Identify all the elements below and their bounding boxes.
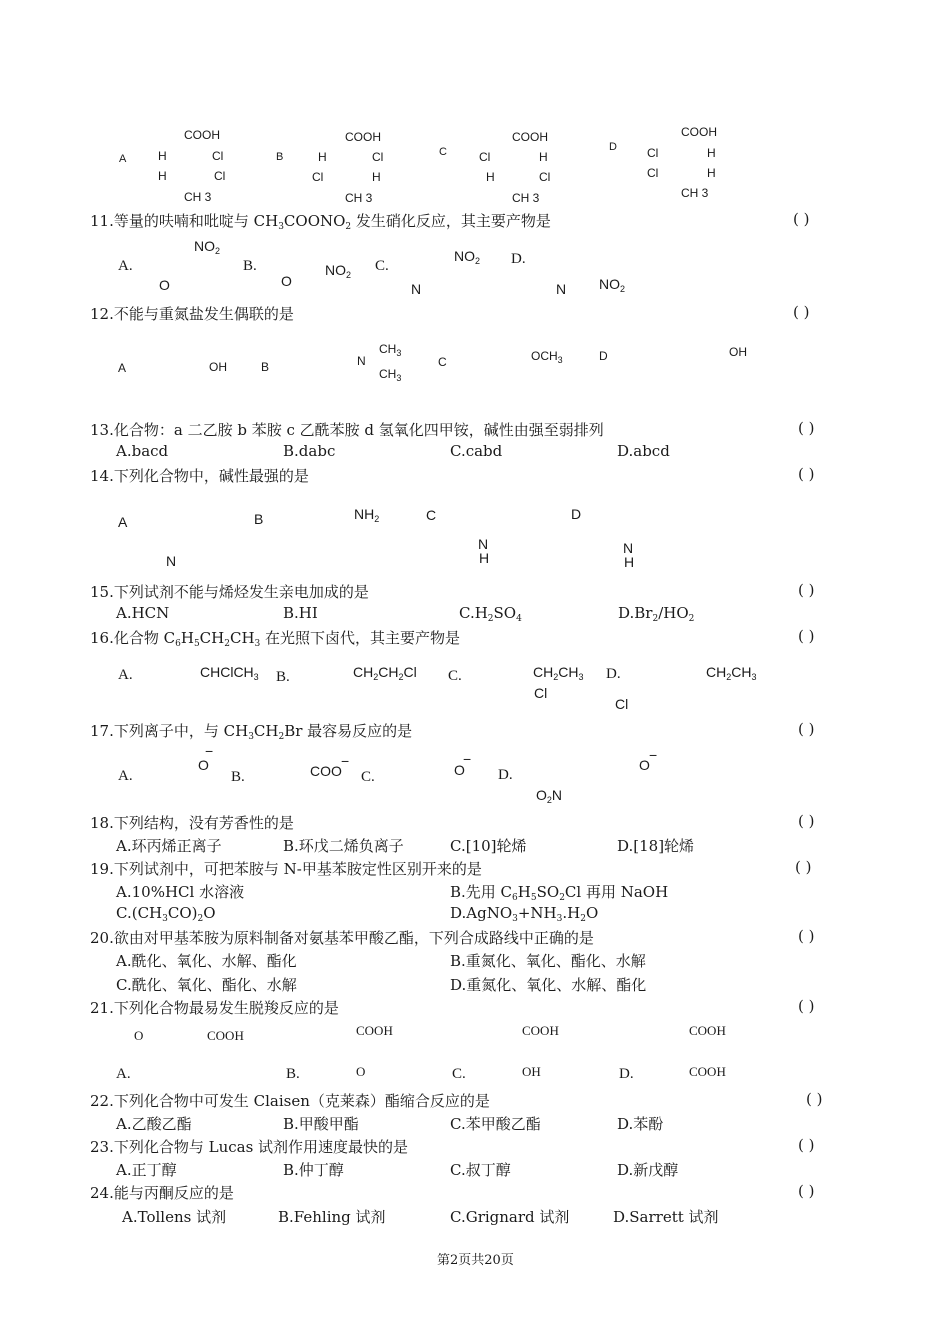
q11-b-o: O xyxy=(281,273,292,289)
fischer-d-r2l: Cl xyxy=(647,166,659,180)
q14-a-n: N xyxy=(166,553,177,569)
q14-c-n: N xyxy=(478,536,489,552)
answer-paren-12: ( ) xyxy=(793,303,810,321)
fischer-d-r2r: H xyxy=(707,166,716,180)
q13-option-d: D.abcd xyxy=(617,442,670,460)
q14-c-h: H xyxy=(479,550,490,566)
fischer-c-r1l: Cl xyxy=(479,150,491,164)
q13-option-a: A.bacd xyxy=(116,442,169,460)
question-24-stem: 24.能与丙酮反应的是 xyxy=(90,1184,234,1202)
fischer-b-bottom: CH 3 xyxy=(345,191,373,205)
fischer-a-label: A xyxy=(119,153,127,165)
q21-label-a: A. xyxy=(116,1066,131,1082)
q19-option-d: $D.AgNO_3+NH_3.H_2O$ xyxy=(450,904,599,924)
question-17-stem: 17.下列离子中，与 $CH_3CH_2Br$ 最容易反应的是 xyxy=(90,722,413,742)
q16-b-formula: $CH_2CH_2Cl$ xyxy=(353,664,417,682)
answer-paren-22: ( ) xyxy=(806,1090,823,1108)
q14-d-n: N xyxy=(623,540,634,556)
fischer-a-r2r: Cl xyxy=(214,169,226,183)
q20-option-c: C.酰化、氧化、酯化、水解 xyxy=(116,976,297,994)
fischer-c-label: C xyxy=(439,146,447,158)
q17-d-o2n: $O_2N$ xyxy=(536,787,563,805)
q17-c-minus: − xyxy=(463,751,472,767)
q22-option-a: A.乙酸乙酯 xyxy=(116,1115,192,1133)
q16-label-b: B. xyxy=(276,669,290,685)
q17-c-o: O xyxy=(454,762,465,778)
q16-d-cl: Cl xyxy=(615,696,629,712)
q16-label-c: C. xyxy=(448,668,462,684)
q15-option-b: B.HI xyxy=(283,604,318,622)
answer-paren-15: ( ) xyxy=(798,581,815,599)
fischer-c-top: COOH xyxy=(512,130,548,144)
q11-c-no2: $NO_2$ xyxy=(454,248,481,266)
q12-label-a: A xyxy=(118,361,127,375)
q15-option-d: $D.Br_2/HO_2$ xyxy=(618,604,695,624)
q11-label-c: C. xyxy=(375,258,389,274)
q11-b-no2: $NO_2$ xyxy=(325,262,352,280)
question-12-stem: 12.不能与重氮盐发生偶联的是 xyxy=(90,305,294,323)
question-23-stem: 23.下列化合物与 Lucas 试剂作用速度最快的是 xyxy=(90,1138,409,1156)
q20-option-b: B.重氮化、氧化、酯化、水解 xyxy=(450,952,646,970)
q18-option-d: D.[18]轮烯 xyxy=(617,837,695,855)
q13-option-c: C.cabd xyxy=(450,442,503,460)
q11-label-d: D. xyxy=(511,251,526,267)
answer-paren-18: ( ) xyxy=(798,812,815,830)
q21-label-c: C. xyxy=(452,1066,466,1082)
q21-a-o: O xyxy=(134,1028,144,1043)
q11-a-o: O xyxy=(159,277,170,293)
fischer-d-top: COOH xyxy=(681,125,717,139)
q20-option-d: D.重氮化、氧化、水解、酯化 xyxy=(450,976,647,994)
fischer-b-r2l: Cl xyxy=(312,170,324,184)
fischer-c-r2l: H xyxy=(486,170,495,184)
q17-label-a: A. xyxy=(118,768,133,784)
q14-label-b: B xyxy=(254,511,264,527)
q17-label-b: B. xyxy=(231,769,245,785)
answer-paren-17: ( ) xyxy=(798,720,815,738)
q15-option-a: A.HCN xyxy=(116,604,170,622)
fischer-b-r1l: H xyxy=(318,150,327,164)
answer-paren-21: ( ) xyxy=(798,997,815,1015)
q14-label-c: C xyxy=(426,507,437,523)
q17-d-minus: − xyxy=(649,747,658,763)
q12-label-d: D xyxy=(599,349,608,363)
q12-b-n: N xyxy=(357,354,366,368)
question-13-stem: 13.化合物：a 二乙胺 b 苯胺 c 乙酰苯胺 d 氢氧化四甲铵，碱性由强至弱排列 xyxy=(90,421,604,439)
answer-paren-14: ( ) xyxy=(798,465,815,483)
q16-a-formula: CHClCH$_3$ xyxy=(200,664,259,682)
q21-b-o: O xyxy=(356,1064,366,1079)
q21-c-cooh: COOH xyxy=(522,1023,559,1038)
answer-paren-23: ( ) xyxy=(798,1136,815,1154)
q23-option-c: C.叔丁醇 xyxy=(450,1161,511,1179)
q12-c-och3: $OCH_3$ xyxy=(531,349,563,365)
q12-d-oh: OH xyxy=(729,345,747,359)
fischer-a-r2l: H xyxy=(158,169,167,183)
q21-d-cooh-bottom: COOH xyxy=(689,1064,726,1079)
fischer-b-r1r: Cl xyxy=(372,150,384,164)
q18-option-c: C.[10]轮烯 xyxy=(450,837,527,855)
question-18-stem: 18.下列结构，没有芳香性的是 xyxy=(90,814,294,832)
q18-option-a: A.环丙烯正离子 xyxy=(116,837,222,855)
fischer-d-r1r: H xyxy=(707,146,716,160)
fischer-b-top: COOH xyxy=(345,130,381,144)
q17-a-minus: − xyxy=(205,743,214,759)
q16-c-formula: $CH_2CH_3$ xyxy=(533,664,584,682)
answer-paren-20: ( ) xyxy=(798,927,815,945)
q13-option-b: B.dabc xyxy=(283,442,336,460)
q17-d-o: O xyxy=(639,757,650,773)
question-16-stem: 16.化合物 $C_6H_5CH_2CH_3$ 在光照下卤代，其主要产物是 xyxy=(90,629,461,649)
q17-b-coo: COO xyxy=(310,763,342,779)
fischer-a-r1r: Cl xyxy=(212,149,224,163)
q12-label-c: C xyxy=(438,355,447,369)
question-22-stem: 22.下列化合物中可发生 Claisen（克莱森）酯缩合反应的是 xyxy=(90,1092,490,1110)
q19-option-b: B.先用 $C_6H_5SO_2Cl$ 再用 NaOH xyxy=(450,883,669,903)
answer-paren-19: ( ) xyxy=(795,858,812,876)
question-21-stem: 21.下列化合物最易发生脱羧反应的是 xyxy=(90,999,339,1017)
q16-label-d: D. xyxy=(606,666,621,682)
q12-a-oh: OH xyxy=(209,360,227,374)
q16-d-formula: $CH_2CH_3$ xyxy=(706,664,757,682)
q16-c-cl: Cl xyxy=(534,685,548,701)
q23-option-a: A.正丁醇 xyxy=(116,1161,177,1179)
q19-option-c: $C.(CH_3CO)_2O$ xyxy=(116,904,216,924)
q17-b-minus: − xyxy=(341,753,350,769)
q12-b-ch3-bottom: $CH_3$ xyxy=(379,367,402,383)
q18-option-b: B.环戊二烯负离子 xyxy=(283,837,404,855)
q17-label-c: C. xyxy=(361,769,375,785)
fischer-c-r2r: Cl xyxy=(539,170,551,184)
fischer-d-bottom: CH 3 xyxy=(681,186,709,200)
q23-option-b: B.仲丁醇 xyxy=(283,1161,344,1179)
q12-b-ch3-top: $CH_3$ xyxy=(379,342,402,358)
q23-option-d: D.新戊醇 xyxy=(617,1161,679,1179)
q15-option-c: $C.H_2SO_4$ xyxy=(459,604,522,624)
question-19-stem: 19.下列试剂中，可把苯胺与 N-甲基苯胺定性区别开来的是 xyxy=(90,860,482,878)
q11-a-no2: $NO_2$ xyxy=(194,238,221,256)
q21-a-cooh: COOH xyxy=(207,1028,244,1043)
fischer-c-r1r: H xyxy=(539,150,548,164)
q14-label-a: A xyxy=(118,514,128,530)
q11-d-n: N xyxy=(556,281,567,297)
answer-paren-24: ( ) xyxy=(798,1182,815,1200)
q17-label-d: D. xyxy=(498,767,513,783)
q19-option-a: A.10%HCl 水溶液 xyxy=(116,883,245,901)
q21-label-b: B. xyxy=(286,1066,300,1082)
q11-d-no2: $NO_2$ xyxy=(599,276,626,294)
answer-paren-16: ( ) xyxy=(798,627,815,645)
q24-option-b: B.Fehling 试剂 xyxy=(278,1208,386,1226)
q21-b-cooh: COOH xyxy=(356,1023,393,1038)
page-number: 第2页共20页 xyxy=(437,1253,514,1268)
fischer-d-r1l: Cl xyxy=(647,146,659,160)
q11-c-n: N xyxy=(411,281,422,297)
fischer-a-r1l: H xyxy=(158,149,167,163)
fischer-b-label: B xyxy=(276,151,284,163)
q14-d-h: H xyxy=(624,554,635,570)
fischer-d-label: D xyxy=(609,141,617,153)
q24-option-c: C.Grignard 试剂 xyxy=(450,1208,570,1226)
fischer-a-bottom: CH 3 xyxy=(184,190,212,204)
q22-option-c: C.苯甲酸乙酯 xyxy=(450,1115,541,1133)
fischer-c-bottom: CH 3 xyxy=(512,191,540,205)
q11-label-a: A. xyxy=(118,258,133,274)
q17-a-o: O xyxy=(198,757,209,773)
question-20-stem: 20.欲由对甲基苯胺为原料制备对氨基苯甲酸乙酯，下列合成路线中正确的是 xyxy=(90,929,594,947)
question-14-stem: 14.下列化合物中，碱性最强的是 xyxy=(90,467,309,485)
q20-option-a: A.酰化、氧化、水解、酯化 xyxy=(116,952,297,970)
fischer-b-r2r: H xyxy=(372,170,381,184)
q21-label-d: D. xyxy=(619,1066,634,1082)
q16-label-a: A. xyxy=(118,667,133,683)
q14-b-nh2: $NH_2$ xyxy=(354,506,380,524)
q24-option-a: A.Tollens 试剂 xyxy=(122,1208,227,1226)
q22-option-d: D.苯酚 xyxy=(617,1115,664,1133)
answer-paren-11: ( ) xyxy=(793,210,810,228)
q11-label-b: B. xyxy=(243,258,257,274)
q21-d-cooh-top: COOH xyxy=(689,1023,726,1038)
question-15-stem: 15.下列试剂不能与烯烃发生亲电加成的是 xyxy=(90,583,369,601)
answer-paren-13: ( ) xyxy=(798,419,815,437)
q24-option-d: D.Sarrett 试剂 xyxy=(613,1208,719,1226)
q21-c-oh: OH xyxy=(522,1064,541,1079)
q14-label-d: D xyxy=(571,506,582,522)
question-11-stem: 11.等量的呋喃和吡啶与 $CH_3COONO_2$ 发生硝化反应，其主要产物是 xyxy=(90,212,551,232)
q22-option-b: B.甲酸甲酯 xyxy=(283,1115,359,1133)
q12-label-b: B xyxy=(261,360,270,374)
fischer-a-top: COOH xyxy=(184,128,220,142)
